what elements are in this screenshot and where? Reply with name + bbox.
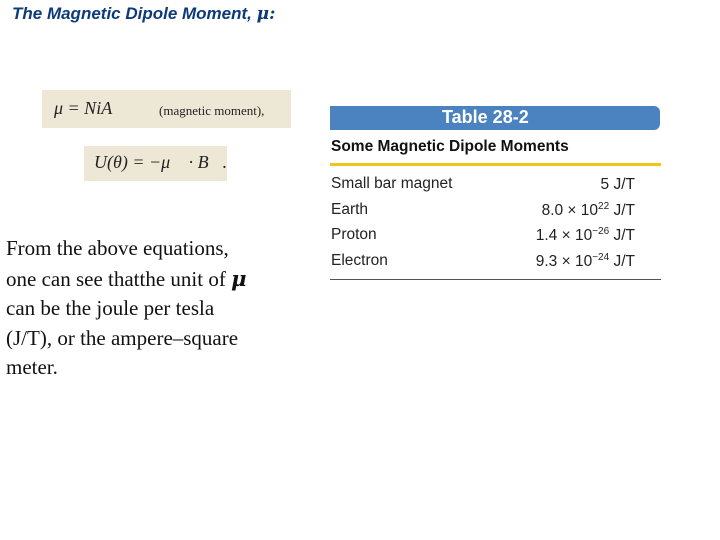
row-name: Proton	[331, 226, 377, 243]
explanation-line	[6, 264, 286, 295]
explanation-line: meter.	[6, 355, 58, 379]
potential-energy-formula: U(θ) = −μ⃗ · B⃗.	[94, 152, 228, 172]
table-bottom-rule	[330, 279, 661, 280]
explanation-line-text: one can see thatthe unit of	[6, 266, 226, 291]
table-row	[330, 251, 661, 277]
magnetic-moment-note: (magnetic moment),	[159, 103, 265, 118]
explanation-line: From the above equations,	[6, 236, 229, 260]
explanation-line: (J/T), or the ampere–square	[6, 325, 239, 350]
row-name: Earth	[331, 200, 369, 218]
row-value: $9.3 \times 10^{-24}$ J/T	[535, 251, 635, 270]
magnetic-moment-equation	[42, 90, 291, 128]
slide-title-text: The Magnetic Dipole Moment,	[12, 4, 252, 23]
slide-title-symbol: μ:	[256, 4, 276, 24]
row-value: 5 J/T	[600, 176, 635, 194]
table-row	[330, 200, 661, 226]
row-name: Electron	[331, 251, 388, 269]
magnetic-moment-formula: μ = NiA	[54, 98, 113, 118]
table-number: Table 28-2	[442, 107, 529, 127]
mu-symbol: μ	[231, 265, 247, 291]
potential-energy-equation	[84, 146, 227, 181]
table-row	[330, 174, 661, 200]
row-name: Small bar magnet	[331, 175, 453, 192]
explanation-paragraph	[6, 234, 286, 383]
table-row	[330, 225, 661, 251]
dipole-moment-table	[330, 174, 661, 276]
table-title: Some Magnetic Dipole Moments	[331, 138, 569, 155]
slide-title	[12, 4, 275, 24]
row-value: $8.0 \times 10^{22}$ J/T	[541, 200, 635, 219]
table-header-bar	[330, 106, 660, 130]
row-value: $1.4 \times 10^{-26}$ J/T	[535, 226, 635, 245]
table-title-rule	[330, 163, 661, 166]
explanation-line: can be the joule per tesla	[6, 296, 215, 320]
